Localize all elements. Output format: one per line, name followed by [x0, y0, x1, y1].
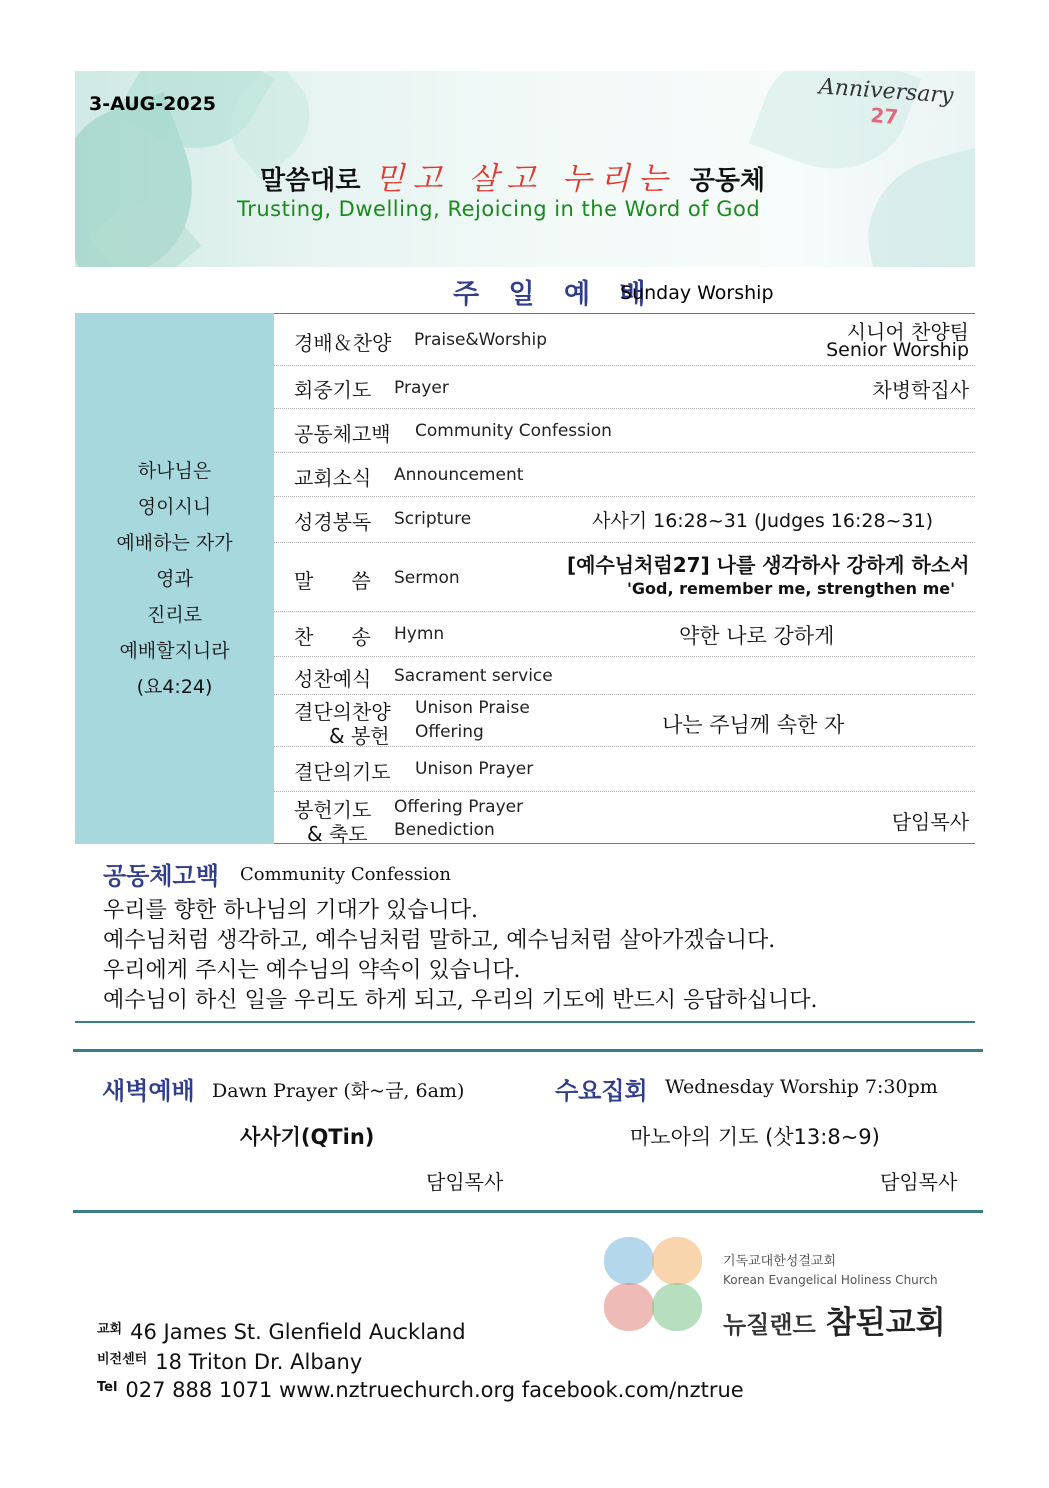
confession-line: 우리를 향한 하나님의 기대가 있습니다. — [103, 898, 478, 923]
order-row-benediction — [274, 792, 975, 845]
vision-value: 18 Triton Dr. Albany — [155, 1350, 363, 1374]
row-label-ko: 결단의기도 — [294, 760, 391, 784]
church-name — [723, 1297, 946, 1342]
row-label-en-2: Benediction — [394, 820, 495, 840]
sidebar-line: 예배하는 자가 — [116, 531, 233, 554]
church-logo-icon — [602, 1237, 702, 1337]
row-label-en: Sacrament service — [394, 666, 553, 686]
worship-title-english: Sunday Worship — [620, 282, 774, 304]
order-rows — [274, 313, 975, 844]
row-label-en: Offering Prayer — [394, 797, 524, 817]
row-label-ko: 교회소식 — [294, 466, 372, 490]
bulletin-date: 3-AUG-2025 — [89, 93, 217, 115]
confession-line: 예수님처럼 생각하고, 예수님처럼 말하고, 예수님처럼 살아가겠습니다. — [103, 928, 776, 953]
vision-label: 비전센터 — [97, 1352, 148, 1367]
order-row-prayer — [274, 366, 975, 409]
denomination-english: Korean Evangelical Holiness Church — [723, 1273, 938, 1287]
row-label-ko: 말 씀 — [294, 569, 371, 593]
sidebar-line: 진리로 — [146, 603, 203, 626]
row-label-ko: 성경봉독 — [294, 510, 372, 534]
motto-prefix: 말씀대로 — [260, 166, 361, 196]
confession-title-english: Community Confession — [240, 864, 451, 885]
order-of-worship — [75, 313, 975, 844]
divider — [75, 1021, 975, 1023]
address-value: 46 James St. Glenfield Auckland — [130, 1320, 466, 1344]
sidebar-line: 영과 — [156, 567, 193, 590]
order-row-sermon — [274, 543, 975, 612]
order-row-sacrament — [274, 657, 975, 695]
row-label-en: Scripture — [394, 509, 472, 529]
leaf-decoration — [851, 145, 975, 267]
order-row-announcement — [274, 453, 975, 497]
row-label-ko: 찬 송 — [294, 625, 371, 649]
motto-english: Trusting, Dwelling, Rejoicing in the Word of God — [237, 197, 761, 221]
motto-highlight: 믿고 살고 누리는 — [374, 161, 676, 197]
row-leader-en: Senior Worship — [826, 339, 969, 361]
order-row-praise — [274, 314, 975, 366]
row-leader: 담임목사 — [891, 810, 969, 834]
row-label-en: Announcement — [394, 465, 524, 485]
wednesday-pastor: 담임목사 — [880, 1170, 958, 1194]
hymn-title: 약한 나로 강하게 — [679, 624, 835, 648]
order-row-offering — [274, 695, 975, 747]
sermon-subtitle: 'God, remember me, strengthen me' — [627, 579, 956, 598]
row-label-en: Unison Praise — [415, 698, 530, 718]
order-row-scripture — [274, 497, 975, 543]
tel-label: Tel — [97, 1380, 118, 1395]
row-leader: 차병학집사 — [872, 378, 969, 402]
order-row-confession — [274, 409, 975, 453]
row-label-en: Hymn — [394, 624, 445, 644]
contact-line — [97, 1378, 744, 1402]
confession-line: 예수님이 하신 일을 우리도 하게 되고, 우리의 기도에 반드시 응답하십니다. — [103, 988, 818, 1013]
wednesday-title-english: Wednesday Worship 7:30pm — [665, 1076, 938, 1098]
wednesday-title: 수요집회 — [555, 1077, 648, 1105]
sidebar-line: 하나님은 — [137, 459, 212, 482]
row-leader: 시니어 찬양팀 — [846, 320, 969, 344]
row-label-ko: 경배＆찬양 — [294, 331, 392, 355]
offering-hymn: 나는 주님께 속한 자 — [662, 713, 845, 737]
dawn-title-english: Dawn Prayer (화~금, 6am) — [212, 1080, 465, 1102]
contact-value: 027 888 1071 www.nztruechurch.org facebook.com/nztrue — [125, 1378, 744, 1402]
row-label-ko: 회중기도 — [294, 378, 372, 402]
row-label-en: Prayer — [394, 378, 449, 398]
anniversary-badge — [817, 74, 955, 132]
row-label-en-2: Offering — [415, 722, 484, 742]
header-banner — [75, 71, 975, 267]
motto-korean — [260, 153, 765, 198]
dawn-pastor: 담임목사 — [426, 1170, 504, 1194]
dawn-title: 새벽예배 — [102, 1077, 195, 1105]
confession-line: 우리에게 주시는 예수님의 약속이 있습니다. — [103, 958, 521, 983]
sidebar-line: (요4:24) — [136, 675, 213, 698]
row-label-ko: 봉헌기도 — [294, 798, 372, 822]
row-label-ko: 성찬예식 — [294, 667, 372, 691]
row-label-ko: 결단의찬양 — [294, 700, 391, 724]
worship-title: 주 일 예 배 — [453, 279, 656, 310]
divider — [73, 1049, 983, 1052]
row-label-ko: 공동체고백 — [294, 422, 391, 446]
confession-title: 공동체고백 — [103, 862, 219, 890]
motto-suffix: 공동체 — [689, 166, 766, 196]
anniversary-label: Anniversary — [818, 74, 955, 109]
row-label-en: Sermon — [394, 568, 460, 588]
scripture-reference: 사사기 16:28~31 (Judges 16:28~31) — [592, 510, 934, 532]
church-title: 참된교회 — [825, 1305, 946, 1341]
order-row-hymn — [274, 612, 975, 657]
denomination-korean: 기독교대한성결교회 — [723, 1254, 837, 1269]
row-label-en: Praise&Worship — [414, 330, 548, 350]
dawn-text: 사사기(QTin) — [240, 1125, 375, 1149]
row-label-en: Community Confession — [415, 421, 612, 441]
sidebar-line: 영이시니 — [137, 495, 212, 518]
order-row-unison-prayer — [274, 747, 975, 792]
church-address — [97, 1318, 466, 1344]
wednesday-text: 마노아의 기도 (삿13:8~9) — [630, 1125, 880, 1149]
sidebar-line: 예배할지니라 — [119, 639, 230, 662]
address-label: 교회 — [97, 1322, 123, 1337]
church-region: 뉴질랜드 — [723, 1311, 816, 1339]
row-label-ko-2: & 봉헌 — [329, 724, 390, 748]
row-label-ko-2: & 축도 — [307, 822, 368, 846]
sermon-title: [예수님처럼27] 나를 생각하사 강하게 하소서 — [567, 553, 970, 577]
divider — [73, 1210, 983, 1213]
row-label-en: Unison Prayer — [415, 759, 534, 779]
vision-center-address — [97, 1348, 362, 1374]
scripture-sidebar — [75, 313, 274, 844]
anniversary-number: 27 — [870, 103, 900, 129]
